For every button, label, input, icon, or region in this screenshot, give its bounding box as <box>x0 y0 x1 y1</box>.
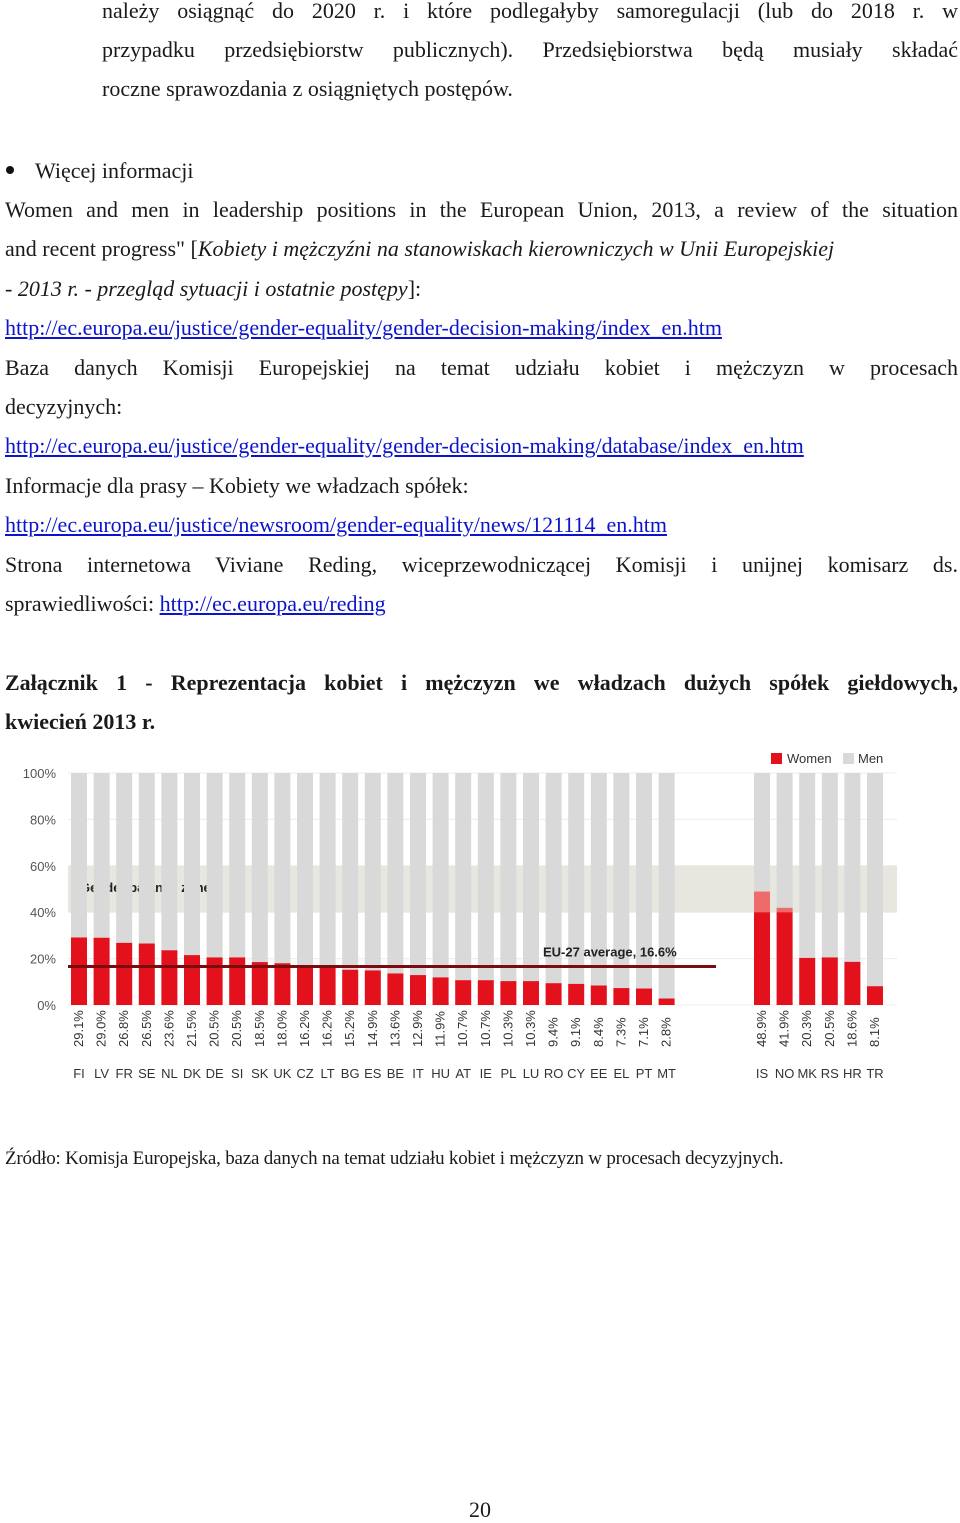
database-line-2: decyzyjnych: <box>5 394 123 419</box>
bar-women <box>342 970 358 1005</box>
category-label: SK <box>251 1066 269 1081</box>
chart-source <box>5 1147 783 1171</box>
y-tick-label: 0% <box>37 998 56 1013</box>
press-release-link[interactable]: http://ec.europa.eu/justice/newsroom/gender-equality/news/121114_en.htm <box>5 512 668 537</box>
bar-women <box>455 980 471 1005</box>
bar-value-label: 10.7% <box>477 1010 493 1047</box>
category-label: AT <box>455 1066 472 1081</box>
bar-value-label: 29.1% <box>71 1010 86 1047</box>
category-label: HU <box>431 1066 450 1081</box>
bar-men <box>799 773 815 958</box>
bar-women-base <box>777 912 793 1005</box>
bar-value-label: 12.9% <box>410 1010 425 1047</box>
bar-women <box>320 967 336 1005</box>
category-label: LV <box>94 1066 110 1081</box>
category-label: NO <box>774 1066 795 1081</box>
y-tick-label: 80% <box>29 812 56 828</box>
link-gender-decision-making <box>5 315 722 341</box>
bar-men <box>365 773 381 970</box>
bar-women <box>844 962 860 1005</box>
bar-men <box>94 773 110 938</box>
category-label: SE <box>138 1066 156 1081</box>
category-label: CZ <box>296 1066 314 1081</box>
bar-women <box>591 986 607 1005</box>
bar-value-label: 16.2% <box>319 1010 335 1047</box>
annex-title-line-2: kwiecień 2013 r. <box>5 709 156 734</box>
page-number: 20 <box>469 1497 491 1522</box>
bar-value-label: 20.5% <box>229 1010 245 1047</box>
category-label: DK <box>182 1066 202 1081</box>
category-label: EE <box>590 1066 608 1081</box>
legend-women-label: Women <box>787 751 832 766</box>
bar-women <box>139 944 155 1005</box>
reference-polish-title-cont: - 2013 r. - przegląd sytuacji i ostatnie postępy <box>5 276 408 301</box>
y-axis-ticks <box>23 766 57 1013</box>
category-label: FR <box>115 1066 133 1081</box>
link-database <box>5 433 804 459</box>
board-representation-chart <box>0 745 960 1090</box>
bar-value-label: 20.5% <box>206 1010 222 1047</box>
category-label: PL <box>500 1066 517 1081</box>
y-tick-label: 40% <box>29 905 56 921</box>
bar-men <box>844 773 860 962</box>
bar-men <box>342 773 358 970</box>
category-label: FI <box>73 1066 85 1081</box>
bar-women <box>410 975 426 1005</box>
reference-line-2 <box>5 236 834 262</box>
bar-men <box>71 773 87 937</box>
bar-women <box>500 981 516 1005</box>
bar-women <box>274 963 290 1005</box>
legend-men-swatch <box>843 753 854 764</box>
bar-value-label: 20.3% <box>799 1010 815 1047</box>
bar-men <box>410 773 426 975</box>
category-label: UK <box>273 1066 292 1081</box>
bar-value-label: 26.5% <box>138 1010 154 1047</box>
category-label: LU <box>522 1066 540 1081</box>
bar-women <box>822 957 838 1005</box>
bar-value-label: 15.2% <box>342 1010 358 1047</box>
bar-women <box>523 981 539 1005</box>
bar-women <box>161 950 177 1005</box>
category-label: MK <box>797 1066 817 1081</box>
reference-line-1: Women and men in leadership positions in the European Union, 2013, a review of the situation <box>5 197 958 222</box>
bar-women <box>365 970 381 1005</box>
bar-women <box>659 999 675 1005</box>
bar-women <box>613 988 629 1005</box>
bar-value-label: 7.1% <box>636 1017 651 1047</box>
category-label: NL <box>161 1066 178 1081</box>
y-tick-label: 20% <box>29 951 56 967</box>
database-link[interactable]: http://ec.europa.eu/justice/gender-equality/gender-decision-making/database/index_en.htm <box>5 433 804 458</box>
annex-title-line-1: Załącznik 1 - Reprezentacja kobiet i mężczyzn we władzach dużych spółek giełdowych, <box>5 670 958 695</box>
category-label: BE <box>386 1066 405 1081</box>
bar-value-label: 48.9% <box>754 1010 769 1047</box>
bar-value-label: 41.9% <box>776 1010 792 1047</box>
bar-women <box>94 938 110 1005</box>
bar-women <box>799 958 815 1005</box>
bar-men <box>754 773 770 892</box>
category-label: BG <box>340 1066 360 1081</box>
bar-value-label: 18.5% <box>251 1010 267 1047</box>
bar-men <box>252 773 268 962</box>
source-label: Źródło: <box>5 1148 61 1169</box>
bar-women <box>568 984 584 1005</box>
source-text: Komisja Europejska, baza danych na temat udziału kobiet i mężczyzn w procesach decyzyjnych. <box>60 1148 784 1169</box>
bar-value-label: 8.1% <box>867 1017 882 1047</box>
intro-line-3: roczne sprawozdania z osiągniętych postępów. <box>102 76 513 101</box>
chart-legend <box>771 751 883 766</box>
bar-women <box>433 977 449 1005</box>
bar-women <box>387 973 403 1005</box>
bar-men <box>500 773 516 981</box>
bar-men <box>274 773 290 963</box>
bar-men <box>297 773 313 967</box>
bar-women <box>71 937 87 1005</box>
category-label: ES <box>364 1066 382 1081</box>
bar-men <box>659 773 675 999</box>
bar-men <box>867 773 883 986</box>
bar-men <box>207 773 223 957</box>
bar-value-label: 11.9% <box>432 1011 448 1047</box>
bar-women-base <box>754 912 770 1005</box>
bar-value-label: 10.7% <box>455 1010 471 1047</box>
bar-value-label: 9.4% <box>545 1017 561 1047</box>
bar-men <box>229 773 245 957</box>
bar-men <box>161 773 177 950</box>
reference-line-3-end: ]: <box>407 276 422 301</box>
gender-decision-making-link[interactable]: http://ec.europa.eu/justice/gender-equality/gender-decision-making/index_en.htm <box>5 315 722 340</box>
reference-line-3 <box>5 276 421 302</box>
reference-line-2-text: and recent progress" [ <box>5 236 198 261</box>
category-label: DE <box>205 1066 224 1081</box>
bar-women <box>207 957 223 1005</box>
bar-women <box>297 967 313 1005</box>
reding-line-2 <box>5 591 386 617</box>
reding-link[interactable]: http://ec.europa.eu/reding <box>159 591 386 616</box>
intro-line-1: należy osiągnąć do 2020 r. i które podlegałyby samoregulacji (lub do 2018 r. w <box>102 0 958 23</box>
bar-women <box>777 908 793 912</box>
category-label: RO <box>543 1066 564 1081</box>
press-label: Informacje dla prasy – Kobiety we władzach spółek: <box>5 473 469 498</box>
bar-value-label: 14.9% <box>364 1010 380 1047</box>
bar-value-label: 10.3% <box>523 1010 538 1047</box>
bar-value-label: 18.0% <box>274 1010 290 1047</box>
bar-women <box>184 955 200 1005</box>
reding-line-1: Strona internetowa Viviane Reding, wiceprzewodniczącej Komisji i unijnej komisarz ds. <box>5 552 958 577</box>
bar-men <box>455 773 471 980</box>
bar-value-label: 20.5% <box>821 1010 837 1047</box>
y-tick-label: 60% <box>29 858 56 874</box>
bullet-icon <box>6 166 14 174</box>
category-label: PT <box>635 1066 653 1081</box>
reference-polish-title: Kobiety i mężczyźni na stanowiskach kierowniczych w Unii Europejskiej <box>197 236 835 261</box>
link-press <box>5 512 667 538</box>
bar-men <box>139 773 155 944</box>
bar-value-label: 2.8% <box>658 1017 674 1047</box>
category-label: IT <box>412 1066 424 1081</box>
bar-men <box>433 773 449 977</box>
bar-value-label: 8.4% <box>590 1017 606 1047</box>
eu-average-label: EU-27 average, 16.6% <box>543 944 677 960</box>
bar-men <box>478 773 494 980</box>
bar-women <box>252 962 268 1005</box>
category-label: EL <box>613 1066 630 1081</box>
category-label: MT <box>657 1066 676 1081</box>
bar-women <box>229 957 245 1005</box>
bar-men <box>320 773 336 967</box>
category-label: TR <box>866 1066 884 1081</box>
bar-value-label: 9.1% <box>568 1017 584 1047</box>
bar-men <box>184 773 200 955</box>
category-label: LT <box>320 1066 335 1081</box>
reding-label: sprawiedliwości: <box>5 591 160 616</box>
bar-value-label: 16.2% <box>297 1010 312 1047</box>
bar-value-label: 21.5% <box>184 1010 199 1047</box>
legend-women-swatch <box>771 753 782 764</box>
more-info-heading: Więcej informacji <box>35 158 194 183</box>
bar-value-label: 23.6% <box>161 1010 177 1047</box>
bar-value-label: 26.8% <box>116 1010 132 1047</box>
bar-value-label: 29.0% <box>93 1010 109 1047</box>
category-label: SI <box>231 1066 244 1081</box>
bar-men <box>523 773 539 981</box>
category-label: IE <box>479 1066 492 1081</box>
database-line-1: Baza danych Komisji Europejskiej na temat udziału kobiet i mężczyzn w procesach <box>5 355 958 380</box>
bar-women <box>478 980 494 1005</box>
bar-women <box>754 892 770 913</box>
bar-value-label: 7.3% <box>613 1017 629 1047</box>
bar-value-label: 10.3% <box>500 1010 516 1047</box>
bar-men <box>822 773 838 957</box>
category-label: HR <box>843 1066 862 1081</box>
legend-men-label: Men <box>858 751 884 766</box>
bar-value-label: 13.6% <box>387 1010 403 1047</box>
bar-men <box>116 773 132 943</box>
category-label: RS <box>820 1066 839 1081</box>
category-label: IS <box>755 1066 769 1081</box>
bar-men <box>777 773 793 908</box>
y-tick-label: 100% <box>22 766 56 781</box>
bar-women <box>116 943 132 1005</box>
category-label: CY <box>567 1066 586 1081</box>
intro-line-2: przypadku przedsiębiorstw publicznych). Przedsiębiorstwa będą musiały składać <box>102 37 958 62</box>
bar-value-label: 18.6% <box>844 1010 860 1047</box>
bar-men <box>387 773 403 973</box>
bar-women <box>636 989 652 1005</box>
bar-women <box>546 983 562 1005</box>
bar-women <box>867 986 883 1005</box>
